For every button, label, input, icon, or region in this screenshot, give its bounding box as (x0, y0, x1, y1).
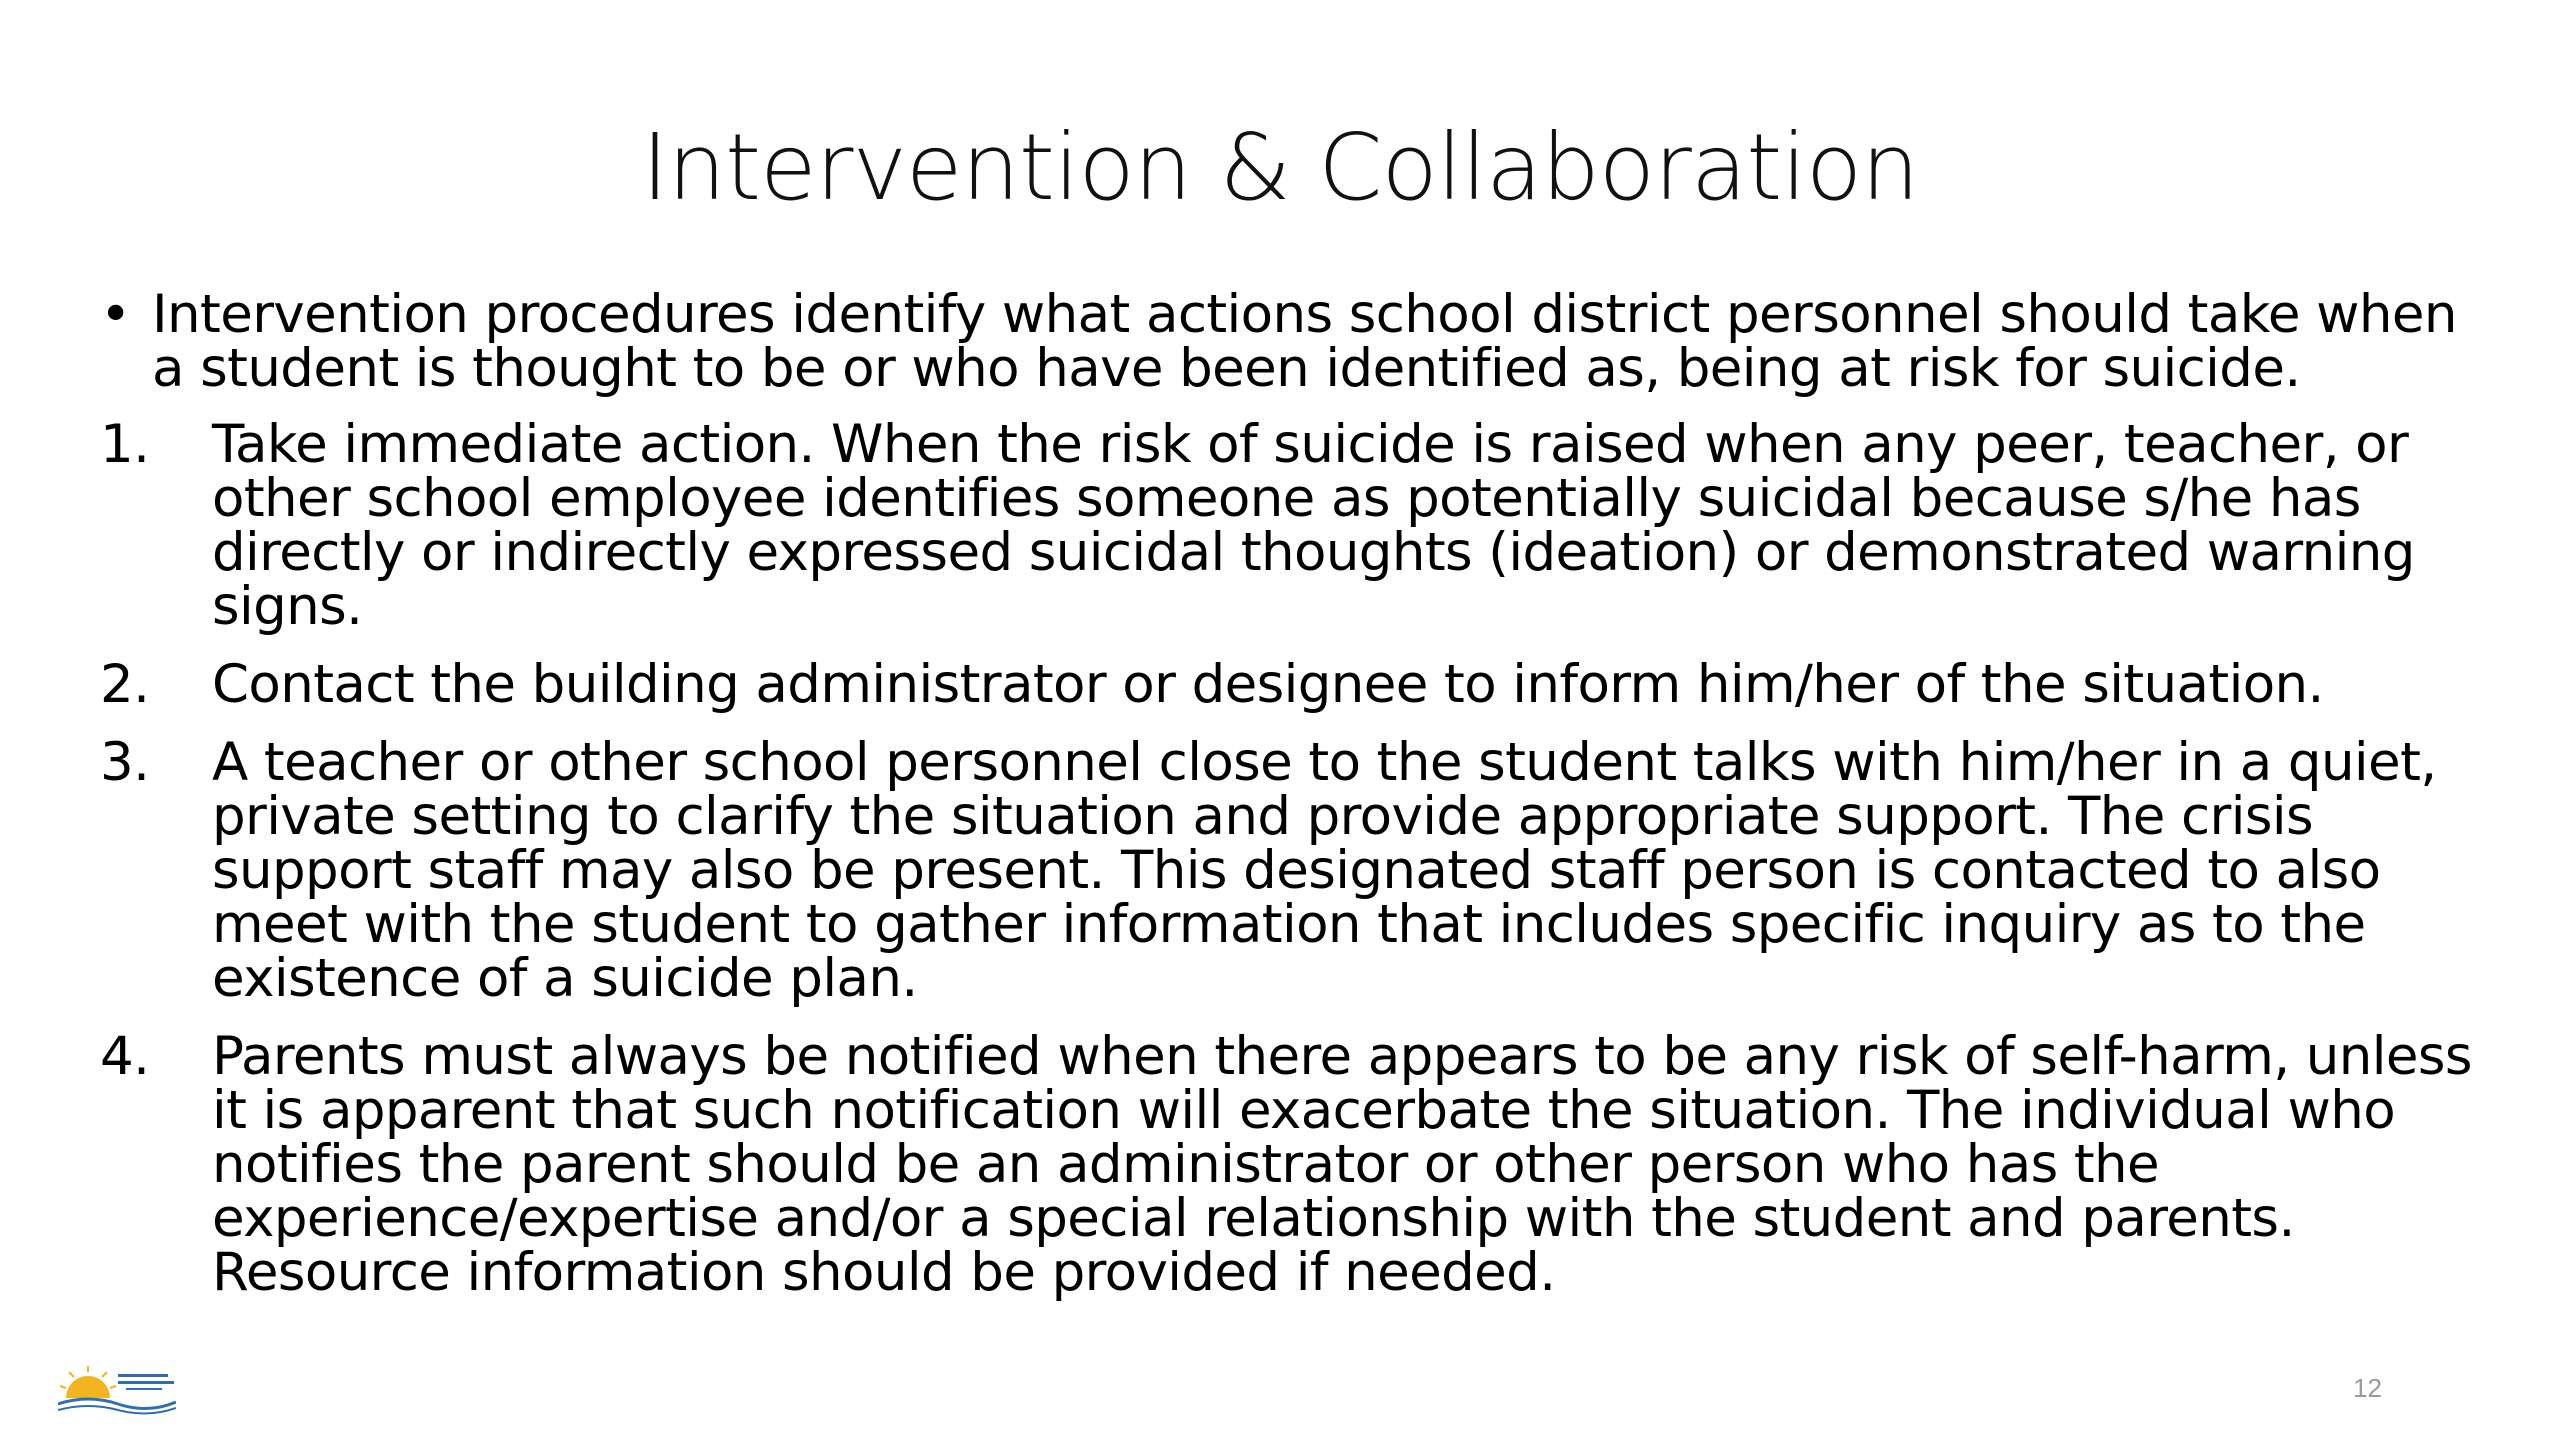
step-item-3 (100, 732, 2480, 1009)
step-item-1 (100, 414, 2480, 637)
step-text: Take immediate action. When the risk of suicide is raised when any peer, teacher, or other school employee identifies someone as potentially suicidal because s/he has directly or indirectly expressed suicidal thoughts (ideation) or demonstrated warning signs. (212, 414, 2415, 637)
step-text: Parents must always be notified when there appears to be any risk of self-harm, unless it is apparent that such notification will exacerbate the situation. The individual who notifies the parent should be an administrator or other person who has the experience/expertise and/or a special relationship with the student and parents. Resource information should be provided if needed. (212, 1026, 2472, 1303)
logo-text-bar (118, 1381, 174, 1384)
step-number: 3. (100, 732, 150, 793)
logo-text-bar (126, 1388, 162, 1390)
step-number: 4. (100, 1026, 150, 1087)
step-text: Contact the building administrator or designee to inform him/her of the situation. (212, 654, 2324, 715)
step-item-4 (100, 1026, 2480, 1303)
intro-bullet-text: Intervention procedures identify what actions school district personnel should take when a student is thought to be or who have been identified as, being at risk for suicide. (152, 284, 2457, 399)
logo-sun (66, 1376, 110, 1398)
slide-body (100, 284, 2480, 1324)
slide-title: Intervention & Collaboration (641, 114, 1919, 221)
step-item-2 (100, 654, 2480, 715)
intro-bullet (100, 284, 2480, 399)
logo-text-bar (118, 1374, 168, 1377)
step-number: 1. (100, 414, 150, 475)
bullet-icon: • (100, 284, 131, 345)
sunrise-logo-icon (58, 1364, 176, 1416)
step-number: 2. (100, 654, 150, 715)
step-text: A teacher or other school personnel close to the student talks with him/her in a quiet, private setting to clarify the situation and provide appropriate support. The crisis support staff may also be present. This designated staff person is contacted to also meet with the student to gather information that includes specific inquiry as to the existence of a suicide plan. (212, 732, 2437, 1009)
page-number: 12 (2353, 1373, 2382, 1403)
